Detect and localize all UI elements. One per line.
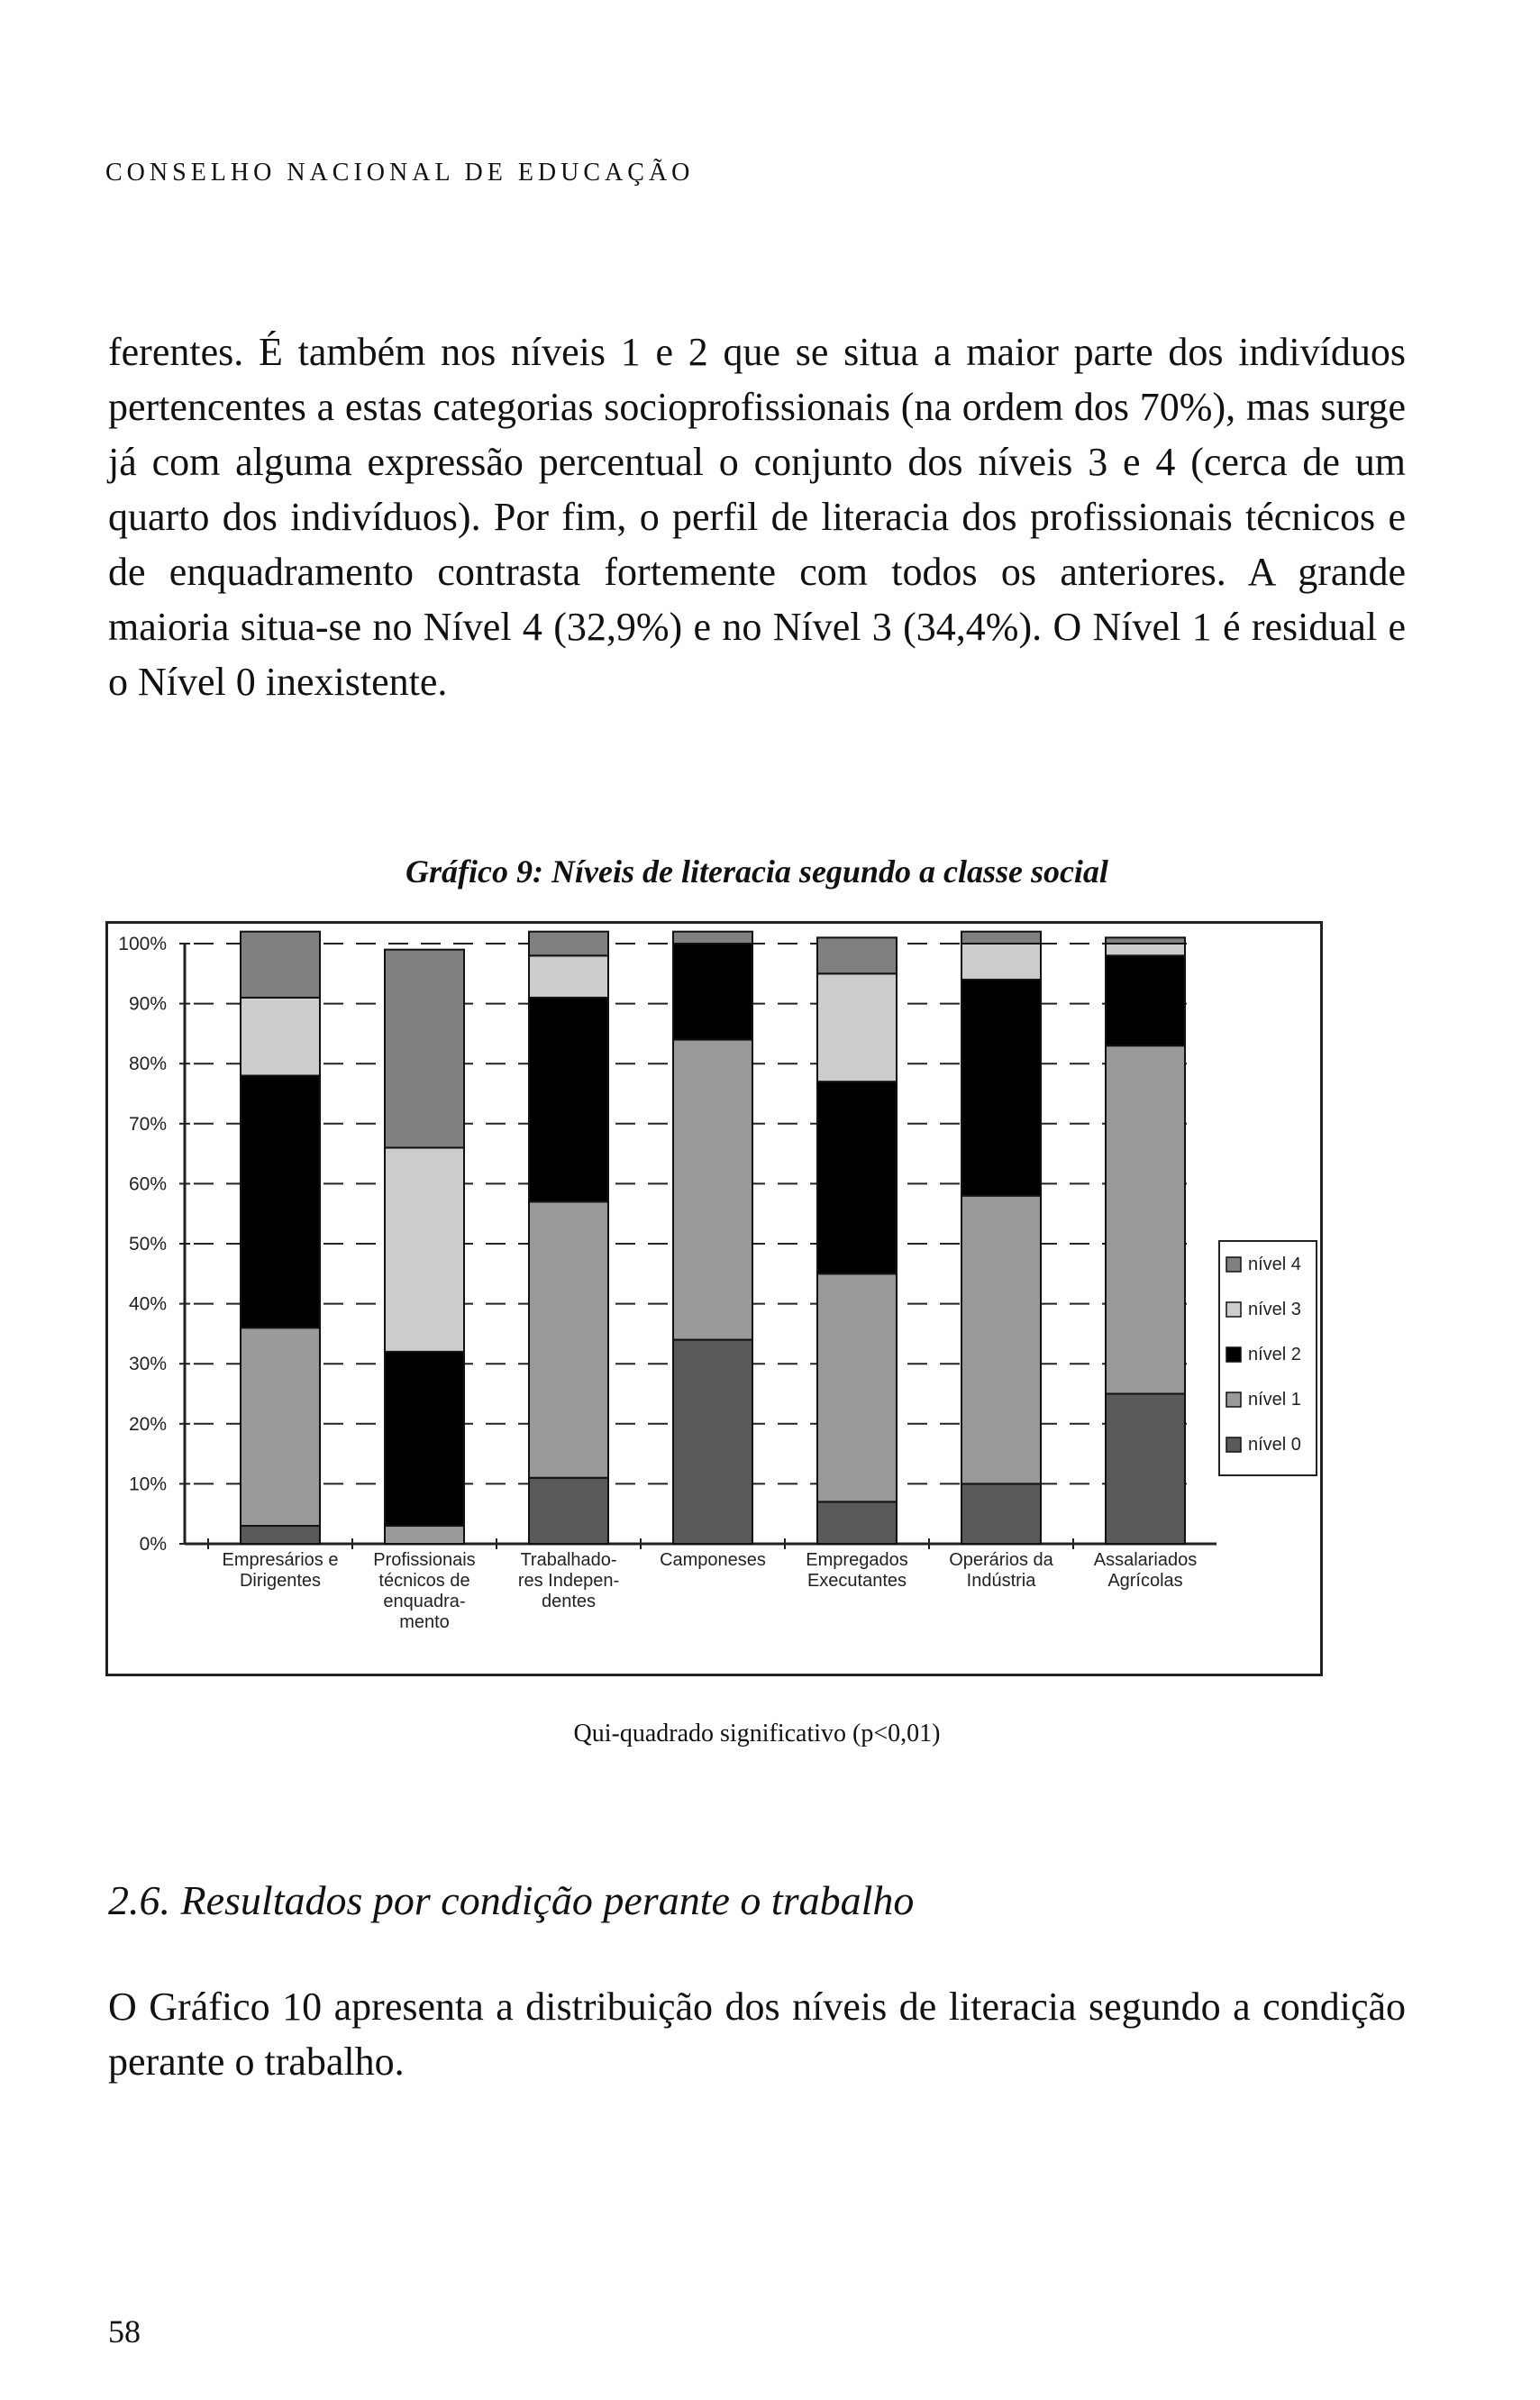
bar-segment-nível-0 [673,1340,752,1544]
bar-segment-nível-1 [529,1201,608,1477]
y-tick-label: 60% [128,1173,167,1195]
x-category-label-line: Dirigentes [239,1571,322,1591]
paragraph-2: O Gráfico 10 apresenta a distribuição dos níveis de literacia segundo a condição perante o trabalho. [108,1985,1406,2084]
x-category-label [806,1550,907,1591]
legend-label: nível 4 [1248,1255,1301,1274]
y-tick-label: 0% [139,1534,167,1555]
x-category-label [660,1550,766,1570]
x-category-label-line: dentes [541,1592,597,1611]
legend-label: nível 2 [1248,1345,1301,1364]
x-category-label-line: Empregados [806,1550,908,1570]
y-tick-label: 30% [128,1354,167,1375]
legend-swatch [1226,1437,1241,1452]
bar-segment-nível-0 [241,1526,320,1544]
bar-segment-nível-1 [385,1526,464,1544]
x-category-label-line: Assalariados [1093,1550,1198,1570]
y-tick-label: 100% [118,934,167,954]
x-category-label-line: Trabalhado- [520,1550,617,1570]
bar-segment-nível-4 [241,932,320,998]
legend-swatch [1226,1347,1241,1362]
page-number: 58 [108,2313,141,2350]
section-heading: 2.6. Resultados por condição perante o trabalho [108,1877,915,1923]
running-head: CONSELHO NACIONAL DE EDUCAÇÃO [105,159,695,187]
x-category-label-line: enquadra- [383,1592,466,1611]
x-category-label-line: Camponeses [660,1550,766,1570]
chart-frame [105,921,1323,1676]
x-category-label-line: Indústria [966,1571,1036,1591]
x-category-label-line: Executantes [806,1571,907,1591]
bar-segment-nível-2 [529,998,608,1201]
bar-segment-nível-2 [1106,955,1185,1045]
bar-segment-nível-4 [529,932,608,956]
bar-segment-nível-0 [529,1478,608,1544]
bar-segment-nível-1 [241,1328,320,1526]
bar-segment-nível-3 [385,1147,464,1351]
bar-segment-nível-0 [817,1501,897,1544]
y-tick-label: 10% [128,1474,167,1495]
x-category-label [518,1550,619,1611]
y-tick-label: 70% [128,1113,167,1135]
bar-segment-nível-1 [673,1040,752,1340]
bar-segment-nível-4 [673,932,752,944]
bar-segment-nível-2 [673,944,752,1040]
figure-note: Qui-quadrado significativo (p<0,01) [573,1720,941,1748]
x-category-label-line: Empresários e [222,1550,339,1570]
bar-segment-nível-3 [817,973,897,1081]
y-tick-label: 20% [128,1413,167,1435]
x-category-label-line: Profissionais [373,1550,476,1570]
bar-segment-nível-4 [1106,937,1185,944]
bar-segment-nível-3 [961,944,1041,980]
bar-segment-nível-4 [817,937,897,973]
figure-title: Gráfico 9: Níveis de literacia segundo a classe social [406,853,1108,890]
y-tick-label: 80% [128,1054,167,1075]
bar-segment-nível-3 [529,955,608,998]
bar-segment-nível-2 [961,980,1041,1196]
y-tick-label: 40% [128,1293,167,1315]
x-category-label [373,1550,475,1632]
bar-segment-nível-1 [961,1196,1041,1484]
stacked-bar-chart [108,924,1320,1674]
legend-swatch [1226,1392,1241,1407]
paragraph-1: ferentes. É também nos níveis 1 e 2 que se situa a maior parte dos indivíduos pertencentes a estas categorias socioprofissionais (na ordem dos 70%), mas surge já com alguma expressão percentual o conjunto dos níveis 3 e 4 (cerca de um quarto dos indivíduos). Por fim, o perfil de literacia dos profissionais técnicos e de enquadramento contrasta fortemente com todos os anteriores. A grande maioria situa-se no Nível 4 (32,9%) e no Nível 3 (34,4%). O Nível 1 é residual e o Nível 0 inexistente. [108,330,1406,704]
y-tick-label: 90% [128,993,167,1015]
legend-label: nível 1 [1248,1390,1301,1410]
bar-segment-nível-3 [1106,944,1185,955]
bar-segment-nível-1 [817,1273,897,1501]
bar-segment-nível-4 [961,932,1041,944]
x-category-label-line: técnicos de [378,1571,470,1591]
x-category-label-line: res Indepen- [517,1571,620,1591]
bar-segment-nível-3 [241,998,320,1076]
x-category-label-line: mento [399,1612,450,1632]
bar-segment-nível-2 [241,1076,320,1328]
x-category-label [1094,1550,1198,1591]
bar-segment-nível-0 [961,1483,1041,1544]
x-category-label [223,1550,339,1591]
legend-label: nível 3 [1248,1300,1301,1319]
legend-swatch [1226,1302,1241,1317]
legend-swatch [1226,1257,1241,1272]
x-category-label-line: Agrícolas [1107,1571,1183,1591]
bar-segment-nível-1 [1106,1045,1185,1393]
y-tick-label: 50% [128,1234,167,1255]
bar-segment-nível-2 [817,1081,897,1273]
x-category-label-line: Operários da [949,1550,1053,1570]
x-category-label [949,1550,1053,1591]
bar-segment-nível-2 [385,1352,464,1526]
bar-segment-nível-0 [1106,1394,1185,1545]
bar-segment-nível-4 [385,950,464,1148]
legend-label: nível 0 [1248,1435,1301,1455]
